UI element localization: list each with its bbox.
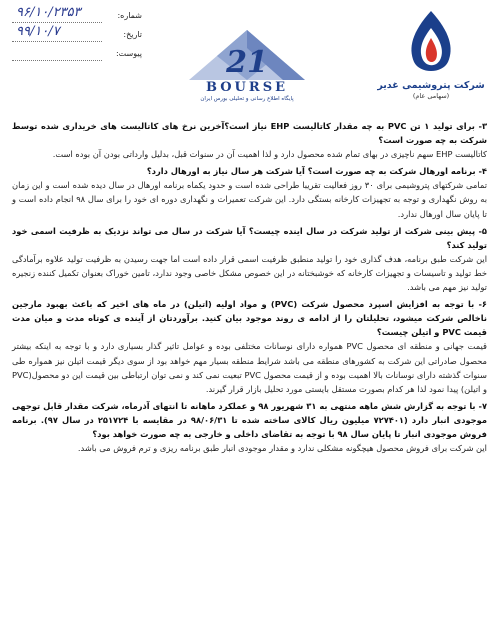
answer-5: این شرکت طبق برنامه، هدف گذاری خود را تولید منطبق ظرفیت اسمی قرار داده است اما جهت رسیدن به ظرفیت تولید علاوه برآمادگی خط تولید و تاسیسات و تجهیزات کارخانه که خوشبختانه در این خصوص مشکل خاصی وجود ندارد، تامین خوراک بعنوان تکمیل کننده زنجیره تولید نیز مهم می باشد.	[12, 253, 487, 293]
letter-meta	[12, 6, 142, 63]
attachment-label: پیوست:	[115, 49, 142, 58]
qa-body	[12, 119, 487, 458]
date-row	[12, 25, 142, 44]
attachment-row	[12, 44, 142, 63]
question-7: ۷- با توجه به گزارش شش ماهه منتهی به ۳۱ شهریور ۹۸ و عملکرد ماهانه تا انتهای آذرماه، شرکت مقدار قابل توجهی موجودی انبار دارد (۷۲۷۴۰۱ میلیون ریال کالای ساخته شده تا ۹۸/۰۶/۳۱ در مقایسه با ۲۵۱۷۲۴ در سال ۹۷). برنامه فروش موجودی انبار تا پایان سال ۹۸ با توجه به تقاضای داخلی و خارجی به چه صورت خواهد بود؟	[12, 401, 488, 440]
attachment-field	[12, 47, 102, 61]
number-value: ۹۶/۱۰/۲۳۵۳	[16, 4, 81, 20]
number-field	[12, 4, 102, 23]
company-type: (سهامی عام)	[412, 92, 450, 100]
bourse-mountain-icon	[187, 28, 307, 82]
number-label: شماره:	[117, 11, 142, 20]
company-name: شرکت پتروشیمی غدیر	[377, 80, 485, 91]
question-5: ۵- پیش بینی شرکت از تولید شرکت در سال اینده چیست؟ آیا شرکت در سال می تواند نزدیک به ظرفیت اسمی خود تولید کند؟	[12, 225, 487, 250]
bourse-wordmark: BOURSE	[206, 80, 288, 95]
question-3: ۳- برای تولید ۱ تن PVC به چه مقدار کاتالیست EHP نیاز است؟آخرین نرخ های کاتالیست های خریداری شده توسط شرکت به چه صورت است؟	[12, 121, 488, 145]
bourse-logo	[184, 28, 310, 110]
bourse-subtitle: پایگاه اطلاع رسانی و تحلیلی بورس ایران	[200, 96, 294, 102]
answer-3: کاتالیست EHP سهم ناچیزی در بهای تمام شده محصول دارد و لذا اهمیت آن در سنوات قبل، بدلیل وارداتی بودن آن بوده است.	[52, 149, 487, 159]
answer-6: قیمت جهانی و منطقه ای محصول PVC همواره دارای نوسانات مختلفی بوده و عوامل تاثیر گذار بسیاری دارد و با توجه به اینکه بیشتر محصول صادراتی این شرکت به کشورهای منطقه می باشد شرایط منطقه بسیار مهم خواهد بود از سوی دیگر قیمت اتیلن نیز همواره طی سنوات گذشته دارای نوسانات بالا اهمیت بوده و از قیمت محصول PVC تبعیت نمی کند و نمی توان ارتباطی بین قیمت این دو محصول(PVC و اتیلن) پیدا نمود لذا هر کدام بصورت مستقل بایستی مورد تحلیل بازار قرار گیرند.	[12, 341, 488, 395]
date-field	[12, 23, 102, 42]
question-6: ۶- با توجه به افزایش اسپرد محصول شرکت (PVC) و مواد اولیه (اتیلن) در ماه های اخیر که باعث بهبود مارجین ناخالص شرکت میشود، تحلیلتان را از ادامه ی روند موجود بیان کنید. برآوردتان از آینده ی کوتاه مدت و میان مدت قیمت PVC و اتیلن چیست؟	[12, 299, 487, 338]
company-logo	[373, 8, 489, 108]
letterhead	[0, 0, 499, 118]
date-label: تاریخ:	[123, 30, 142, 39]
question-4: ۴- برنامه اورهال شرکت به چه صورت است؟ آیا شرکت هر سال نیاز به اورهال دارد؟	[146, 166, 487, 177]
answer-4: تمامی شرکتهای پتروشیمی برای ۳۰ روز فعالیت تقریبا طراحی شده است و حدود یکماه برنامه اورهال در سال دیده شده است و این زمان به روش نگهداری و توجه به تجهیزات کارخانه بستگی دارد. این شرکت تعمیرات و نگهداری دوره ای خود را برای سال ۹۸ انجام داده است و تا پایان سال اورهال ندارد.	[12, 180, 488, 219]
svg-text:21: 21	[226, 45, 268, 80]
date-value: ۹۹/۱۰/۷	[16, 23, 60, 39]
flame-logo-icon	[396, 8, 466, 78]
answer-7: این شرکت برای فروش محصول هیچگونه مشکلی ندارد و مقدار موجودی انبار طبق برنامه ریزی و ترم فروش می باشد.	[77, 443, 487, 454]
